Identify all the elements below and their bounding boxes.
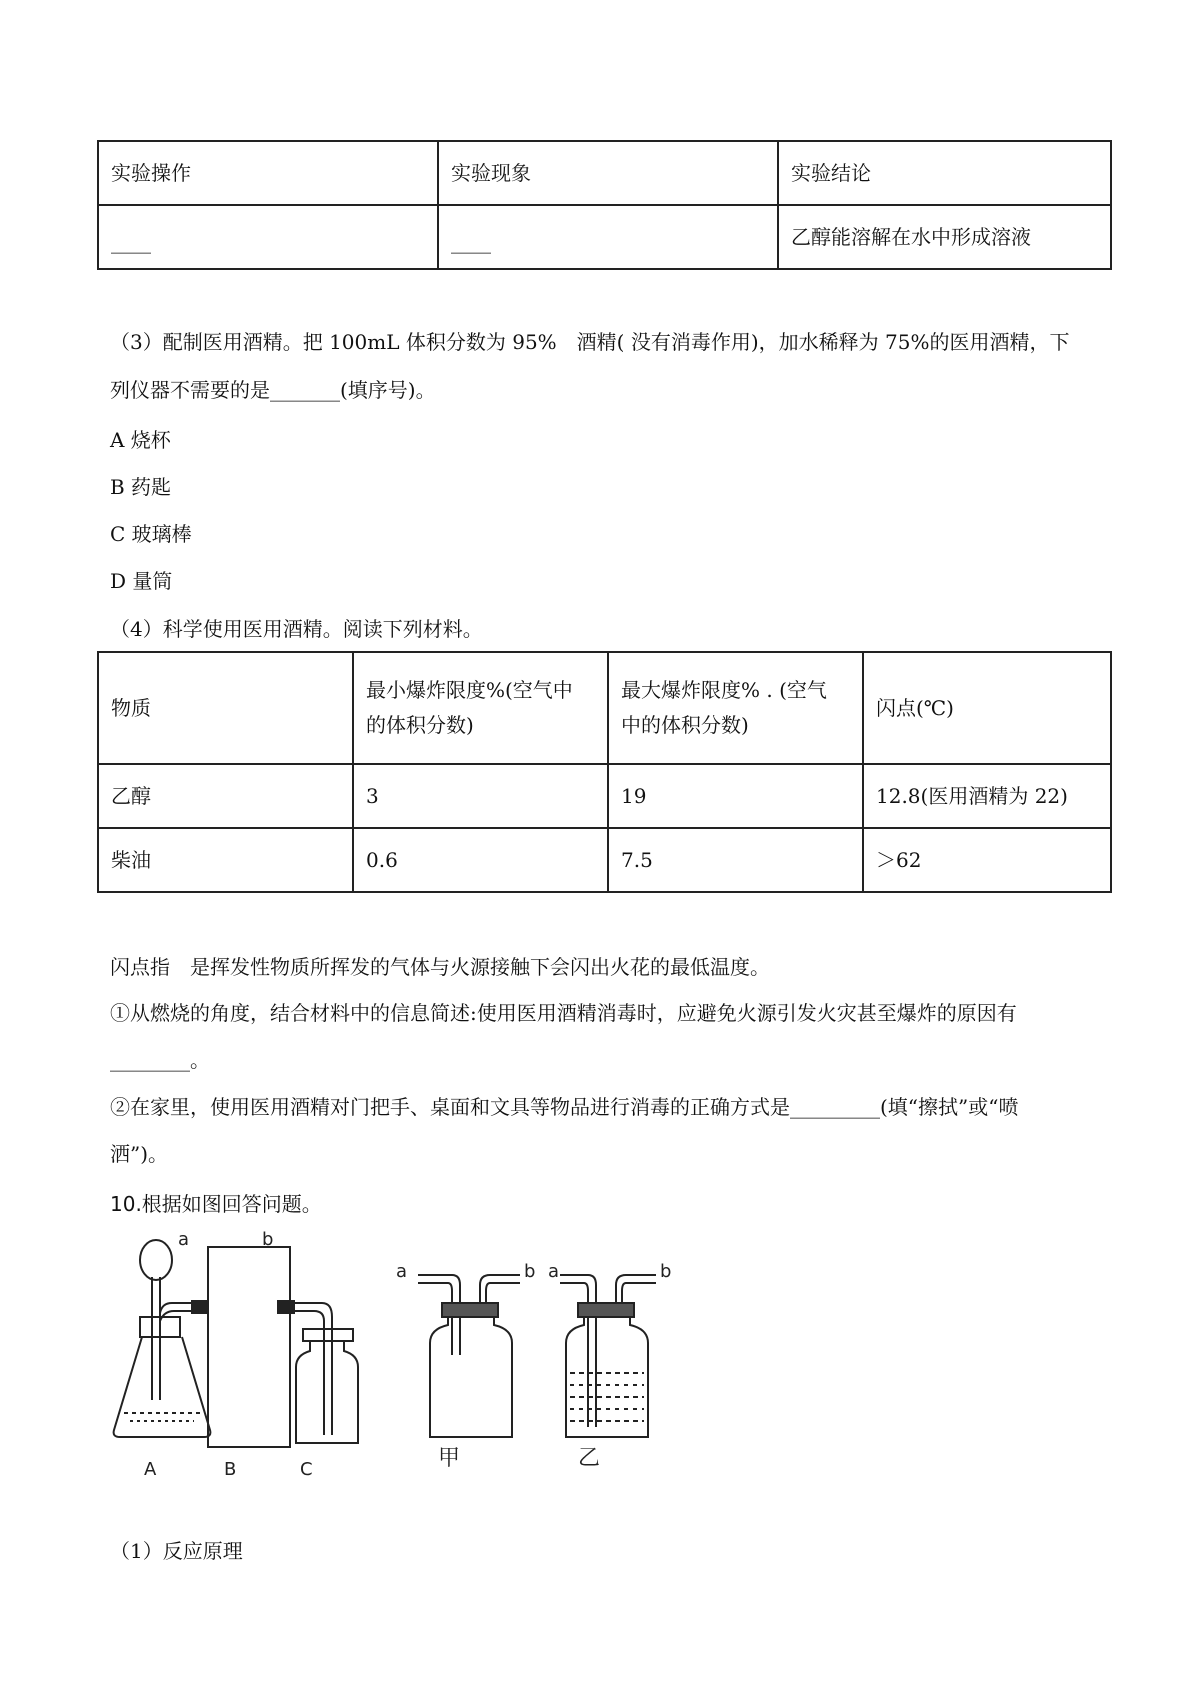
table-header-cell: 实验操作 bbox=[98, 141, 438, 205]
label-b3: b bbox=[660, 1261, 672, 1282]
label-C: C bbox=[300, 1459, 313, 1480]
header-text-line: 中的体积分数) bbox=[621, 713, 749, 737]
apparatus-figure bbox=[100, 1225, 700, 1485]
gas-bottle-jia bbox=[418, 1275, 520, 1437]
table-cell: ＞62 bbox=[863, 828, 1111, 892]
option-a: A 烧杯 bbox=[110, 428, 171, 452]
label-yi: 乙 bbox=[578, 1446, 601, 1471]
table-cell: 柴油 bbox=[98, 828, 353, 892]
table-header-cell: 实验现象 bbox=[438, 141, 778, 205]
table-row bbox=[98, 205, 1111, 269]
table-header-row bbox=[98, 652, 1111, 764]
q10-sub1: （1）反应原理 bbox=[110, 1539, 243, 1563]
collection-bottle-c bbox=[296, 1329, 358, 1443]
table-header-cell: 闪点(℃) bbox=[863, 652, 1111, 764]
label-a2: a bbox=[396, 1261, 408, 1282]
table-header-cell bbox=[353, 652, 608, 764]
item2-line1: ②在家里，使用医用酒精对门把手、桌面和文具等物品进行消毒的正确方式是_________(填“擦拭”或“喷 bbox=[110, 1095, 1019, 1119]
label-A: A bbox=[144, 1459, 157, 1480]
table-cell: 12.8(医用酒精为 22) bbox=[863, 764, 1111, 828]
item2-line2: 洒”)。 bbox=[110, 1142, 169, 1166]
header-text-line: 的体积分数) bbox=[366, 713, 474, 737]
label-a1: a bbox=[178, 1229, 190, 1250]
label-jia: 甲 bbox=[438, 1446, 461, 1471]
table-header-row bbox=[98, 141, 1111, 205]
table-cell: 乙醇 bbox=[98, 764, 353, 828]
table-cell: 7.5 bbox=[608, 828, 863, 892]
q4-title: （4）科学使用医用酒精。阅读下列材料。 bbox=[110, 617, 483, 641]
q3-line1: （3）配制医用酒精。把 100mL 体积分数为 95% 酒精( 没有消毒作用)，加水稀释为 75%的医用酒精，下 bbox=[110, 330, 1070, 354]
item1-line1: ①从燃烧的角度，结合材料中的信息简述:使用医用酒精消毒时，应避免火源引发火灾甚至爆炸的原因有 bbox=[110, 1001, 1017, 1025]
flash-point-note: 闪点指 是挥发性物质所挥发的气体与火源接触下会闪出火花的最低温度。 bbox=[110, 955, 770, 979]
table-cell: 3 bbox=[353, 764, 608, 828]
table-cell: 乙醇能溶解在水中形成溶液 bbox=[778, 205, 1111, 269]
table-cell: 0.6 bbox=[353, 828, 608, 892]
item1-line2: ________。 bbox=[110, 1048, 210, 1072]
option-b: B 药匙 bbox=[110, 475, 172, 499]
q3-line2: 列仪器不需要的是_______(填序号)。 bbox=[110, 378, 436, 402]
experiment-table bbox=[97, 140, 1112, 270]
option-c: C 玻璃棒 bbox=[110, 522, 192, 546]
label-a3: a bbox=[548, 1261, 560, 1282]
blank-cell: ____ bbox=[98, 205, 438, 269]
table-row bbox=[98, 828, 1111, 892]
conical-flask-apparatus-a bbox=[114, 1240, 211, 1437]
header-text-line: 最小爆炸限度%(空气中 bbox=[366, 678, 573, 702]
table-cell: 19 bbox=[608, 764, 863, 828]
label-b2: b bbox=[524, 1261, 536, 1282]
label-B: B bbox=[224, 1459, 237, 1480]
gas-bottle-yi bbox=[560, 1275, 656, 1437]
table-header-cell: 实验结论 bbox=[778, 141, 1111, 205]
blank-cell: ____ bbox=[438, 205, 778, 269]
label-b1: b bbox=[262, 1229, 274, 1250]
q10-title: 10.根据如图回答问题。 bbox=[110, 1192, 322, 1216]
table-header-cell: 物质 bbox=[98, 652, 353, 764]
header-text-line: 最大爆炸限度% . (空气 bbox=[621, 678, 827, 702]
option-d: D 量筒 bbox=[110, 569, 173, 593]
table-row bbox=[98, 764, 1111, 828]
box-b bbox=[208, 1247, 290, 1447]
explosion-limit-table bbox=[97, 651, 1112, 893]
table-header-cell bbox=[608, 652, 863, 764]
